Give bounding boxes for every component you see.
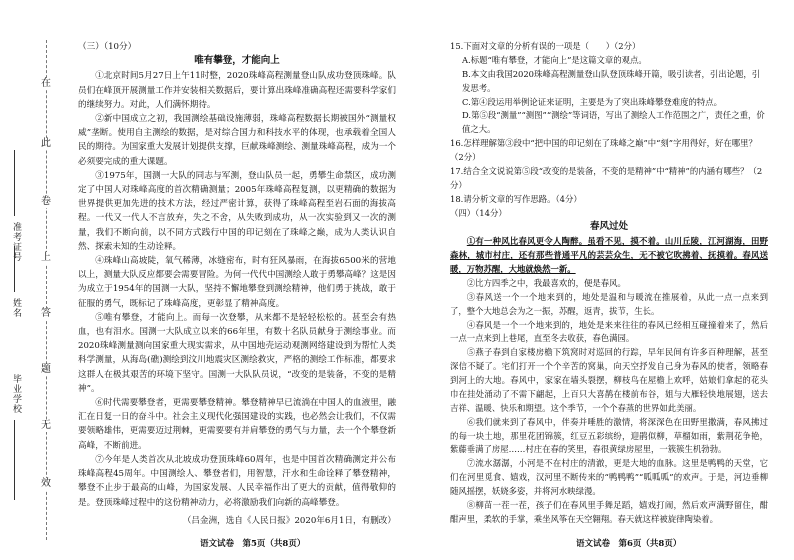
margin-char: 此 — [41, 138, 51, 149]
cut-line — [46, 40, 47, 540]
exam-number-line — [14, 150, 15, 216]
question-15: 15.下面对文章的分析有误的一项是（ ）（2分） — [450, 41, 641, 51]
paragraph: ⑦流水潺潺，小河是不在村庄的清澈，更是大地的血脉。这里是鸭鸭的天堂，它们在河里觅食、嬉戏，汉河里不断传来的“鸭鸭鸭”“呱呱呱”的欢声。于是，河边垂柳随风摇摆，妖娆多姿，并将河水映绿漫。 — [450, 458, 768, 496]
margin-char: 上 — [41, 252, 51, 263]
paragraph: ⑥我们就来到了春风中，伴奏并唾胜的激情，将深深色在田野里撒满，春风拂过的每一块土地，那里花团锦簇，红豆五彩缤纷，迎鹃似柳，草榴如雨，紫荆花争艳，紫藤垂满了房屋……村庄在春的笑里，春很黄绿房屋里，一簇簇生机勃勃。 — [450, 416, 768, 455]
binding-margin — [0, 0, 62, 560]
article-title: 唯有攀登，才能向上 — [194, 55, 280, 67]
page-footer-right: 语文试卷 第6页（共8页） — [576, 539, 682, 549]
paragraph: ①有一种风比春风更令人陶醉。虽看不见，摸不着。山川丘陵，江河湖海，田野森林，城市村庄，还有那些普通平凡的芸芸众生，无不被它吹拂着、抚摸着。春风送暖，万物苏醒，大地就焕然一新。 — [450, 236, 768, 274]
margin-char: 题 — [41, 364, 51, 375]
question-16: 16.怎样理解第③段中“把中国的印记刻在了珠峰之巅”中“刻”字用得好，好在哪里？（2分） — [450, 138, 757, 162]
option-d: D.第⑤段“测量”“测图”“测绘”等词语，写出了测绘人工作范围之广，责任之重，价值之大。 — [462, 110, 765, 135]
margin-char: 卷 — [41, 196, 51, 207]
page-footer-left: 语文试卷 第5页（共8页） — [200, 539, 306, 549]
paragraph: ②比方四季之中，我最喜欢的，便是春风。 — [466, 277, 626, 288]
school-label: 毕业学校 — [11, 374, 21, 414]
section-heading: （三）（10分） — [78, 42, 137, 52]
margin-char: 效 — [41, 478, 51, 489]
option-a: A.标题“唯有攀登，才能向上”是这篇文章的观点。 — [462, 54, 647, 65]
right-column — [450, 40, 768, 527]
article-source: （吕金洲，选自《人民日报》2020年6月1日，有删改） — [182, 515, 396, 526]
section-heading: （四）（14分） — [450, 207, 507, 218]
school-line — [14, 420, 15, 500]
margin-char: 无 — [41, 420, 51, 431]
margin-char: 在 — [41, 78, 51, 89]
name-line — [14, 246, 15, 292]
name-label: 姓名 — [11, 298, 21, 318]
option-b: B.本文由我国2020珠峰高程测量登山队登顶珠峰开篇，吸引读者，引出论题，引发思考。 — [462, 68, 761, 93]
paragraph: ⑤燕子春到自家楼房檐下筑窝时对巡回的行踪，早年民间有许多百种理解，甚至深信不疑了。宅们打开一个个辛苦的窝巢，向天空抒发自己身为春风的使者，领略春到河上的大地。春风中，家家在墙头裂摆，柳枝鸟在屋檐上欢呼，姑娘们拿起的花头巾在挂处涌动了不需下翩起，上百只大喜鹊在楼前布谷，姐与大雁轻快地展翅，送去吉祥、温暖、快乐和期望。这个季节，一个个春蒸的世界如此美丽。 — [450, 347, 768, 413]
paragraph: ④春风是一个一个地来到的，地处是来来往往的春风已经相互碰撞着来了，然后一点一点来到上巷尾，直至冬去收获，春色满园。 — [450, 319, 768, 344]
paragraph: ⑥时代需要攀登者，更需要攀登精神。攀登精神早已流淌在中国人的血液里，融汇在日复一日的奋斗中。社会主义现代化强国建设的实践，也必然会让我们，不仅需要领略雄伟，更需要迈过荆棘，更需要要有并肩攀登的勇气与力量，去一个个攀登新高峰，不断前进。 — [78, 398, 396, 451]
paragraph: ⑦今年是人类首次从北坡成功登顶珠峰60周年，也是中国首次精确测定并公布珠峰高程45周年。中国测绘人、攀登者们，用智慧，汗水和生命诠释了攀登精神，攀登不止步于最高的山峰，为国家发展、人民幸福作出了更大的贡献，值得敬仰的是。登顶珠峰过程中的这份精神动力，必将激励我们向新的高峰攀登。 — [78, 454, 396, 508]
question-18: 18.请分析文章的写作思路。（4分） — [450, 193, 582, 204]
margin-char: 答 — [41, 308, 51, 319]
paragraph: ①北京时间5月27日上午11时整，2020珠峰高程测量登山队成功登顶珠峰。队员们在峰顶开展测量工作并安装相关数据后，要计算出珠峰准确高程还需要科学家们的继续努力。对此，人们满怀期待。 — [78, 71, 396, 110]
option-c: C.第④段运用举例论证来证明，主要是为了突出珠峰攀登难度的特点。 — [462, 96, 723, 107]
question-17: 17.结合全文说说第⑤段“改变的是装备，不变的是精神”中“精神”的内涵有哪些？（2分） — [450, 165, 763, 190]
paragraph: ③春风送一个一个地来到的，地处是温和与暖流在推展着，从此一点一点来到了，整个大地总会为之一振，苏醒，返青，拔节，生长。 — [450, 291, 768, 316]
paragraph: ②新中国成立之初，我国测绘基础设施薄弱，珠峰高程数据长期被国外“测量权威”垄断。使用自主测绘的数据，是对综合国力和科技水平的体现，也承载着全国人民的期待。为国家重大发展计划提供支撑，巨献珠峰测绘、测量珠峰高程，成为一个必须要完成的重大课题。 — [78, 114, 396, 167]
exam-number-label: 准考证号 — [11, 222, 21, 262]
left-column — [78, 40, 396, 528]
paragraph: ③1975年，国测一大队的同志与军测，登山队员一起，勇攀生命禁区，成功测定了中国人对珠峰高度的首次精确测量；2005年珠峰高程复测，以更精确的数据为世界提供更加先进的技术方法，经过严密计算，获得了珠峰高程至岩石面的海拔高程。一代又一代人不言放弃，失之不舍，从失败到成功，从一次实验到又一次的测量，我们不断向前，以不同方式践行中国的印记刻在了珠峰之巅，成为人类认识自然、探索未知的生动诠释。 — [78, 170, 396, 252]
article-title: 春风过处 — [589, 221, 628, 233]
paragraph: ⑧柳苗一茬一茬，孩子们在春风里手舞足蹈，嬉戏打闹，然后欢声满野留住，酣酣声里，柔软的手掌，乘坐风筝在天空翱翔。春天就这样被旋律陶染着。 — [450, 499, 768, 524]
paragraph: ④珠峰山高坡陡，氧气稀薄，冰缝密布，时有狂风暴雨，在海拔6500米的营地以上，测量大队反应都要会需要冒险。为何一代代中国测绘人敢于勇攀高峰？这是因为成立于1954年的国测一大队，坚持不懈地攀登到测绘精神，他们勇于挑战，敢于征服的勇气，既标记了珠峰高度，更彰显了精神高度。 — [78, 256, 396, 309]
paragraph: ⑤唯有攀登，才能向上。而每一次登攀，从来都不是轻轻松松的。甚至会有热血，也有泪水。国测一大队成立以来的66年里，有数十名队员献身于测绘事业。而2020珠峰测量测向国家重大现实需求，从中国地壳运动观测网络建设到为帮忙人类科学测量，从海岛(礁)测绘到汶川地震灾区测绘救灾，严格的测绘工作标准，都要求这群人在极其艰苦的环境下坚守。国测一大队队员说，“改变的是装备，不变的是精神”。 — [78, 312, 396, 394]
